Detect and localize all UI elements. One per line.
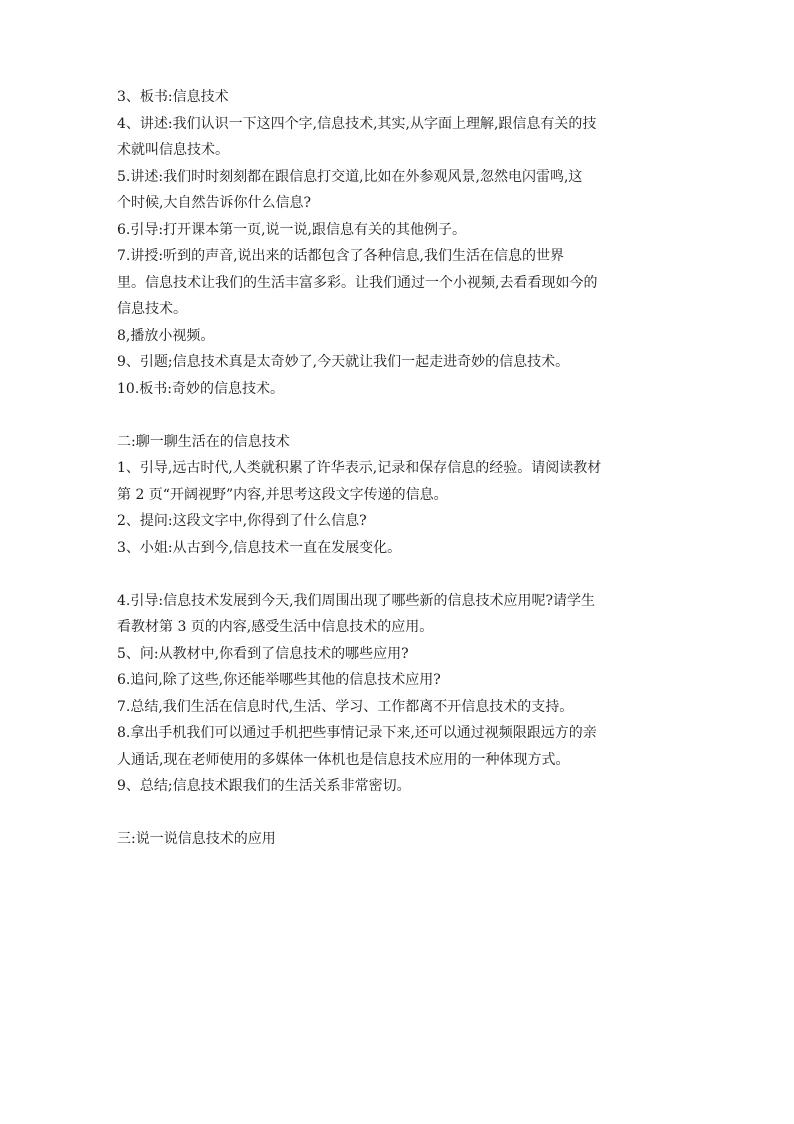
section-1 <box>117 84 677 402</box>
text-line: 4.引导:信息技术发展到今天,我们周围出现了哪些新的信息技术应用呢?请学生 <box>117 592 596 609</box>
text-line: 信息技术。 <box>117 301 187 317</box>
text-line: 7.讲授:听到的声音,说出来的话都包含了各种信息,我们生活在信息的世界 <box>117 248 564 264</box>
text-line: 2、提问:这段文字中,你得到了什么信息? <box>117 513 367 529</box>
blank-line <box>117 402 677 429</box>
text-line: 术就叫信息技术。 <box>117 142 229 158</box>
text-line: 人通话,现在老师使用的多媒体一体机也是信息技术应用的一种体现方式。 <box>117 751 570 768</box>
text-line: 第 2 页“开阔视野”内容,并思考这段文字传递的信息。 <box>117 486 448 503</box>
text-line: 个时候,大自然告诉你什么信息? <box>117 195 311 211</box>
text-line: 10.板书:奇妙的信息技术。 <box>117 380 284 397</box>
document-page <box>117 84 677 853</box>
text-line: 4、讲述:我们认识一下这四个字,信息技术,其实,从字面上理解,跟信息有关的技 <box>117 115 597 132</box>
text-line: 9、总结;信息技术跟我们的生活关系非常密切。 <box>117 778 411 794</box>
text-line: 8,播放小视频。 <box>117 327 215 344</box>
blank-line <box>117 561 677 588</box>
section-heading: 三:说一说信息技术的应用 <box>117 831 276 847</box>
text-line: 里。信息技术让我们的生活丰富多彩。让我们通过一个小视频,去看看现如今的 <box>117 274 598 291</box>
text-line: 9、引题;信息技术真是太奇妙了,今天就让我们一起走进奇妙的信息技术。 <box>117 354 570 370</box>
section-heading: 二:聊一聊生活在的信息技术 <box>117 433 290 450</box>
section-2 <box>117 429 677 562</box>
text-line: 5.讲述:我们时时刻刻都在跟信息打交道,比如在外参观风景,忽然电闪雷鸣,这 <box>117 168 583 185</box>
text-line: 5、问:从教材中,你看到了信息技术的哪些应用? <box>117 645 409 662</box>
text-line: 7.总结,我们生活在信息时代,生活、学习、工作都离不开信息技术的支持。 <box>117 698 574 715</box>
text-line: 8.拿出手机我们可以通过手机把些事情记录下来,还可以通过视频限跟远方的亲 <box>117 725 597 741</box>
blank-line <box>117 800 677 827</box>
text-line: 6.追问,除了这些,你还能举哪些其他的信息技术应用? <box>117 672 441 688</box>
text-line: 6.引导:打开课本第一页,说一说,跟信息有关的其他例子。 <box>117 221 466 238</box>
text-line: 1、引导,远古时代,人类就积累了许华表示,记录和保存信息的经验。请阅读教材 <box>117 460 602 476</box>
text-line: 3、板书:信息技术 <box>117 89 229 105</box>
section-2-continued <box>117 588 677 800</box>
text-line: 看教材第 3 页的内容,感受生活中信息技术的应用。 <box>117 619 434 635</box>
text-line: 3、小姐:从古到今,信息技术一直在发展变化。 <box>117 539 402 556</box>
section-3 <box>117 826 677 853</box>
